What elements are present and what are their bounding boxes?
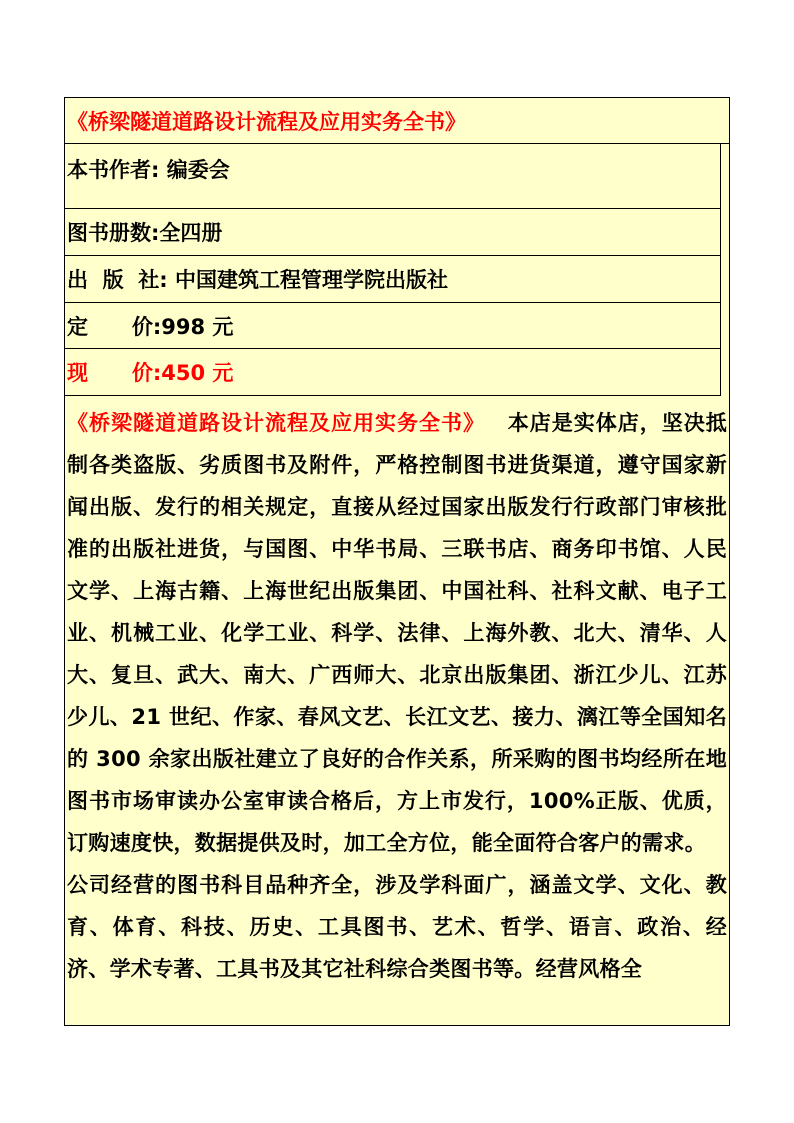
list-price-text: 定 价:998 元 [67, 314, 234, 339]
book-info-sheet [64, 97, 730, 1026]
description-paragraph-1 [67, 402, 727, 864]
description-text-1: 本店是实体店，坚决抵制各类盗版、劣质图书及附件，严格控制图书进货渠道，遵守国家新闻出版、发行的相关规定，直接从经过国家出版发行行政部门审核批准的出版社进货，与国图、中华书局、三联书店、商务印书馆、人民文学、上海古籍、上海世纪出版集团、中国社科、社科文献、电子工业、机械工业、化学工业、科学、法律、上海外教、北大、清华、人大、复旦、武大、南大、广西师大、北京出版集团、浙江少儿、江苏少儿、21 世纪、作家、春风文艺、长江文艺、接力、漓江等全国知名的 300 余家出版社建立了良好的合作关系，所采购的图书均经所在地图书市场审读办公室审读合格后，方上市发行，100%正版、优质，订购速度快，数据提供及时，加工全方位，能全面符合客户的需求。 [67, 411, 727, 855]
volumes-line: 图书册数:全四册 [65, 209, 721, 256]
description-block [65, 396, 729, 990]
description-title-ref: 《桥梁隧道道路设计流程及应用实务全书》 [67, 411, 485, 435]
list-price-line [65, 303, 721, 349]
book-title: 《桥梁隧道道路设计流程及应用实务全书》 [65, 98, 729, 144]
author-line: 本书作者: 编委会 [65, 144, 721, 209]
publisher-text: 出 版 社: 中国建筑工程管理学院出版社 [67, 268, 448, 292]
publisher-line [65, 256, 721, 303]
description-paragraph-2: 公司经营的图书科目品种齐全，涉及学科面广，涵盖文学、文化、教育、体育、科技、历史、工具图书、艺术、哲学、语言、政治、经济、学术专著、工具书及其它社科综合类图书等。经营风格全 [67, 873, 727, 981]
current-price-line [65, 349, 721, 396]
current-price-text: 现 价:450 元 [67, 361, 234, 385]
